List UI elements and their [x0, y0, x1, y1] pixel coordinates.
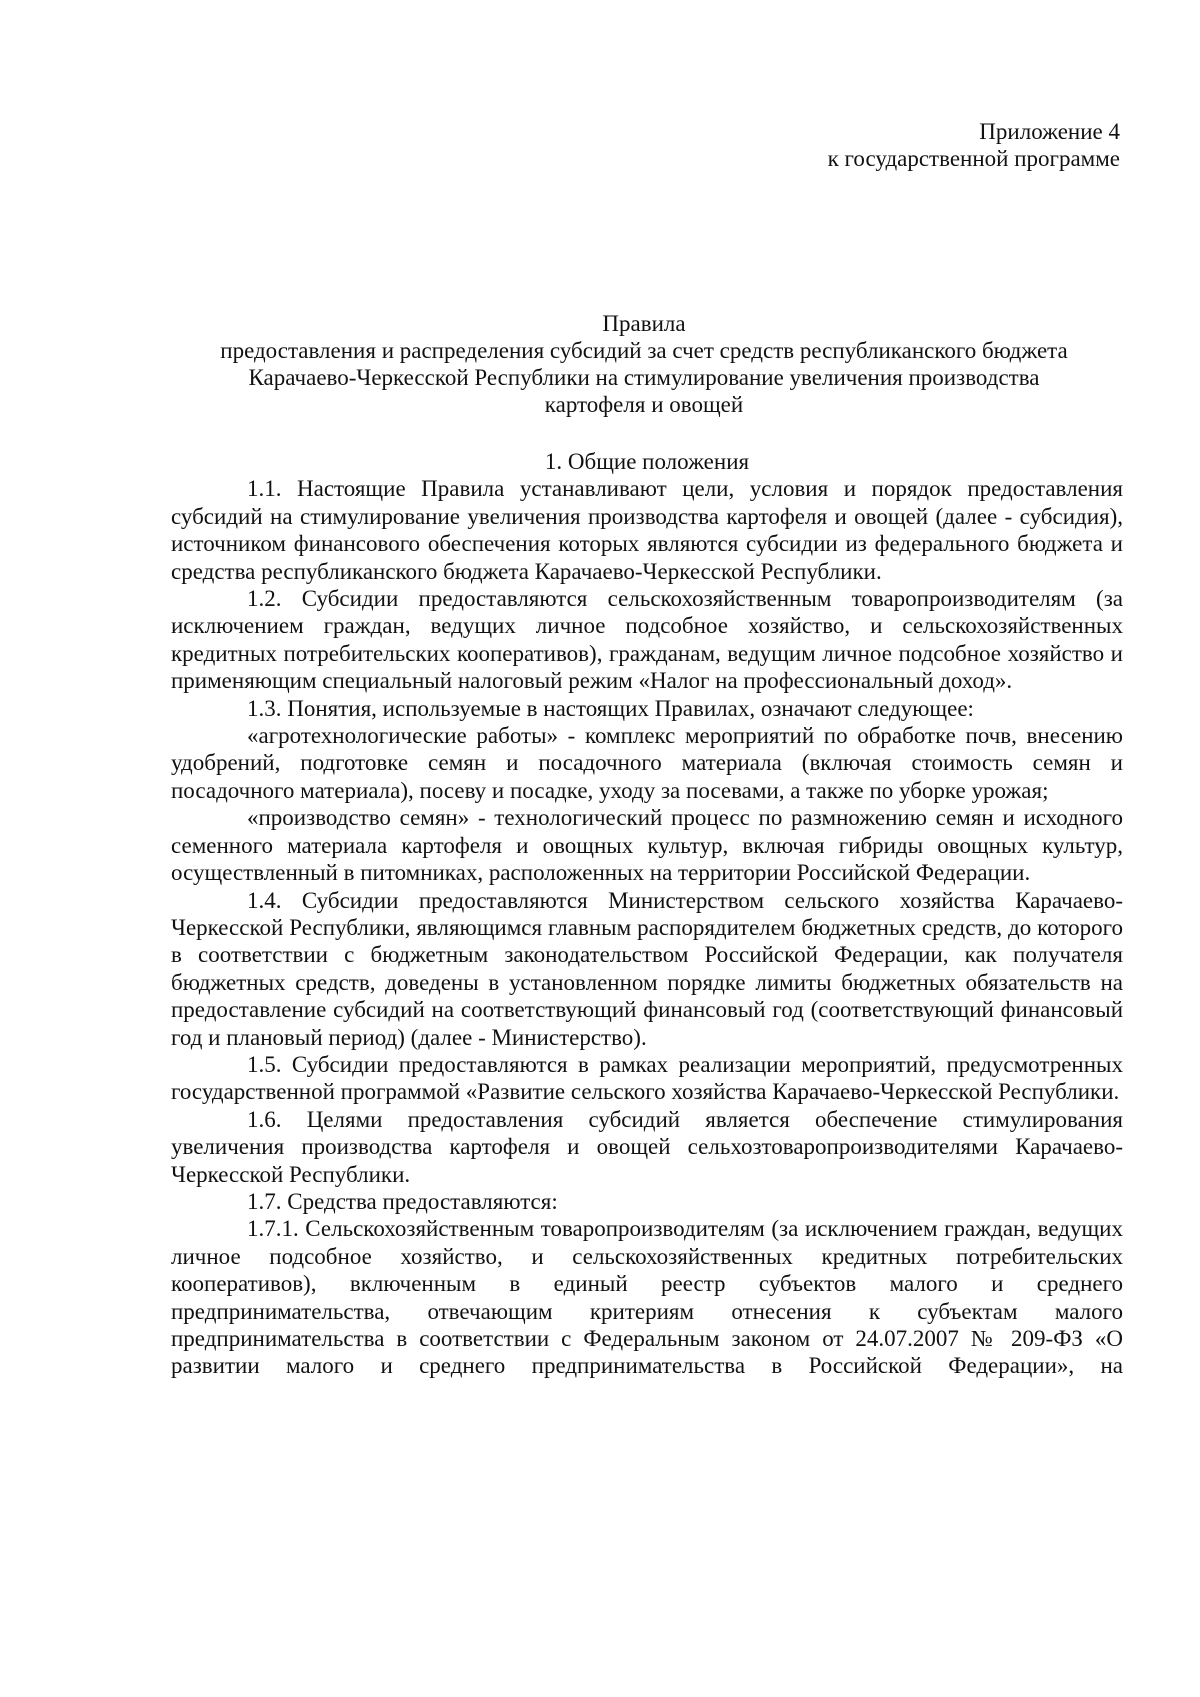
paragraph-1-5: 1.5. Субсидии предоставляются в рамках реализации мероприятий, предусмотренных государственной программой «Развитие сельского хозяйства Карачаево-Черкесской Республики.: [171, 1051, 1123, 1105]
document-body: [171, 448, 1123, 1380]
document-title: [150, 310, 1138, 418]
paragraph-1-7: 1.7. Средства предоставляются:: [247, 1188, 558, 1214]
title-line-3: картофеля и овощей: [544, 392, 744, 417]
appendix-number: Приложение 4: [979, 119, 1120, 144]
appendix-note: [828, 118, 1120, 172]
section-heading: 1. Общие положения: [544, 449, 750, 474]
title-heading: Правила: [602, 311, 686, 336]
paragraph-1-7-1: 1.7.1. Сельскохозяйственным товаропроизводителям (за исключением граждан, ведущих личное подсобное хозяйство, и сельскохозяйственных кредитных потребительских кооперативов), включенным в единый реестр субъектов малого и среднего предпринимательства, отвечающим критериям отнесения к субъектам малого предпринимательства в соответствии с Федеральным законом от 24.07.2007 № 209-ФЗ «О развитии малого и среднего предпринимательства в Российской Федерации», на: [171, 1216, 1123, 1379]
paragraph-1-3: 1.3. Понятия, используемые в настоящих Правилах, означают следующее:: [247, 695, 974, 721]
definition-agrotech-works: «агротехнологические работы» - комплекс мероприятий по обработке почв, внесению удобрений, подготовке семян и посадочного материала (включая стоимость семян и посадочного материала), посеву и посадке, уходу за посевами, а также по уборке урожая;: [171, 723, 1123, 803]
paragraph-1-1: 1.1. Настоящие Правила устанавливают цели, условия и порядок предоставления субсидий на стимулирование увеличения производства картофеля и овощей (далее - субсидия), источником финансового обеспечения которых являются субсидии из федерального бюджета и средства республиканского бюджета Карачаево-Черкесской Республики.: [171, 476, 1123, 584]
paragraph-1-2: 1.2. Субсидии предоставляются сельскохозяйственным товаропроизводителям (за исключением граждан, ведущих личное подсобное хозяйство, и сельскохозяйственных кредитных потребительских кооперативов), гражданам, ведущим личное подсобное хозяйство и применяющим специальный налоговый режим «Налог на профессиональный доход».: [171, 586, 1123, 694]
appendix-reference: к государственной программе: [827, 146, 1120, 171]
definition-seed-production: «производство семян» - технологический процесс по размножению семян и исходного семенного материала картофеля и овощных культур, включая гибриды овощных культур, осуществленный в питомниках, расположенных на территории Российской Федерации.: [171, 805, 1123, 886]
paragraph-1-6: 1.6. Целями предоставления субсидий является обеспечение стимулирования увеличения производства картофеля и овощей сельхозтоваропроизводителями Карачаево-Черкесской Республики.: [171, 1106, 1123, 1187]
paragraph-1-4: 1.4. Субсидии предоставляются Министерством сельского хозяйства Карачаево-Черкесской Республики, являющимся главным распорядителем бюджетных средств, до которого в соответствии с бюджетным законодательством Российской Федерации, как получателя бюджетных средств, доведены в установленном порядке лимиты бюджетных обязательств на предоставление субсидий на соответствующий финансовый год (соответствующий финансовый год и плановый период) (далее - Министерство).: [171, 887, 1123, 1050]
title-line-1: предоставления и распределения субсидий за счет средств республиканского бюджета: [220, 338, 1068, 363]
title-line-2: Карачаево-Черкесской Республики на стимулирование увеличения производства: [248, 365, 1040, 390]
